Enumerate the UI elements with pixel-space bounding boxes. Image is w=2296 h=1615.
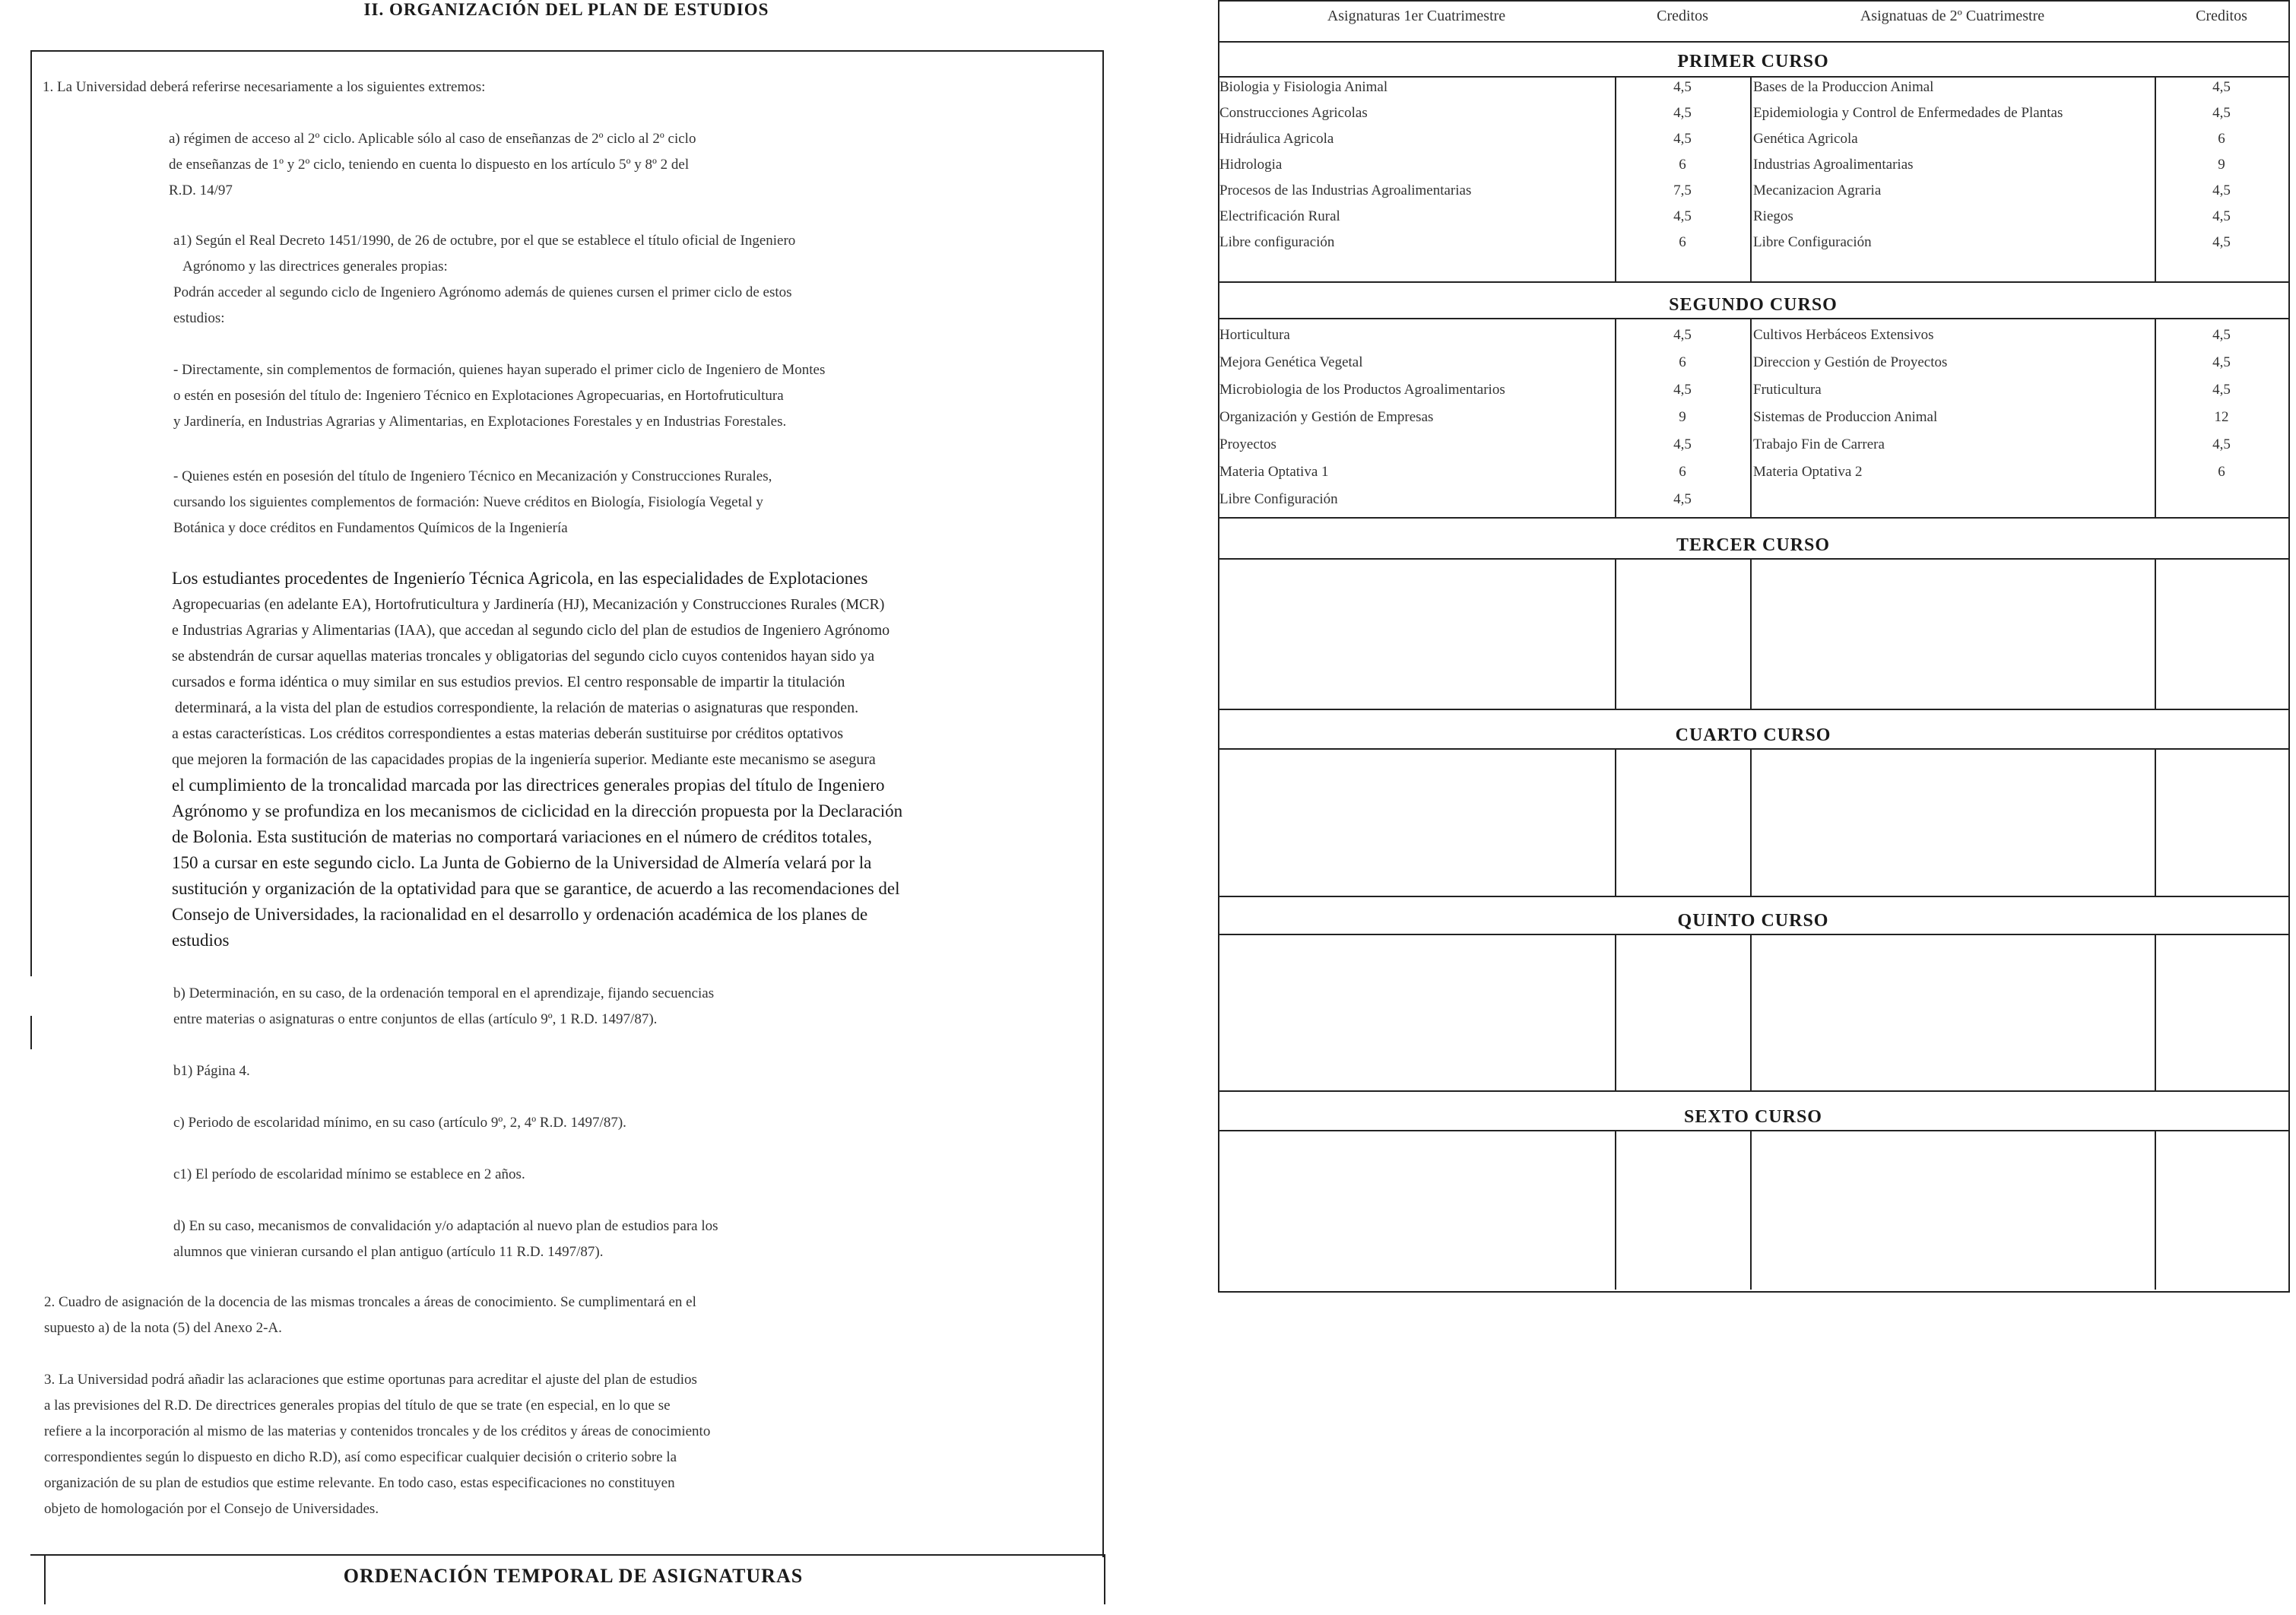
- column-divider: [1750, 934, 1752, 1090]
- item-c1: c1) El período de escolaridad mínimo se establece en 2 años.: [173, 1166, 525, 1182]
- subject-2nd-term: Bases de la Produccion Animal: [1753, 79, 1934, 95]
- row-divider: [1218, 517, 2288, 519]
- subject-2nd-term: Industrias Agroalimentarias: [1753, 157, 1914, 173]
- long-paragraph-line: e Industrias Agrarias y Alimentarias (IAA), que accedan al segundo ciclo del plan de estudios de Ingeniero Agrónomo: [172, 622, 890, 639]
- column-divider: [1615, 934, 1616, 1090]
- paragraph-3-line: organización de su plan de estudios que estime relevante. En todo caso, estas especificaciones no constituyen: [44, 1475, 675, 1491]
- subject-1st-term: Proyectos: [1219, 436, 1276, 452]
- subject-2nd-term: Riegos: [1753, 208, 1793, 224]
- row-divider: [1218, 934, 2288, 935]
- header-cell-subjects-2: Asignatuas de 2º Cuatrimestre: [1860, 8, 2045, 24]
- course-table: [1218, 0, 2288, 1291]
- item-direct-line: o estén en posesión del título de: Ingeniero Técnico en Explotaciones Agropecuarias, en Hortofruticultura: [173, 388, 784, 404]
- subject-1st-term: Biologia y Fisiologia Animal: [1219, 79, 1388, 95]
- column-divider: [1615, 748, 1616, 896]
- item-a-line: R.D. 14/97: [169, 182, 233, 198]
- subject-2nd-term: Sistemas de Produccion Animal: [1753, 409, 1938, 425]
- item-direct-line: - Directamente, sin complementos de formación, quienes hayan superado el primer ciclo de Ingeniero de Montes: [173, 362, 826, 378]
- item-d-line: alumnos que vinieran cursando el plan antiguo (artículo 11 R.D. 1497/87).: [173, 1244, 604, 1260]
- subject-1st-term: Libre configuración: [1219, 234, 1335, 250]
- column-divider: [1615, 558, 1616, 709]
- paragraph-3-line: a las previsiones del R.D. De directrices generales propias del título de que se trate (en especial, en lo que se: [44, 1398, 671, 1414]
- credits-1st-term: 4,5: [1673, 79, 1692, 95]
- row-divider: [1218, 318, 2288, 319]
- paragraph-1: 1. La Universidad deberá referirse necesariamente a los siguientes extremos:: [43, 79, 486, 95]
- paragraph-2-line: 2. Cuadro de asignación de la docencia de las mismas troncales a áreas de conocimiento. Se cumplimentará en el: [44, 1294, 696, 1310]
- item-quienes-line: cursando los siguientes complementos de formación: Nueve créditos en Biología, Fisiología Vegetal y: [173, 494, 763, 510]
- course-title: SEGUNDO CURSO: [1669, 295, 1838, 315]
- column-divider: [1750, 318, 1752, 517]
- long-paragraph-line: Los estudiantes procedentes de Ingenierío Técnica Agricola, en las especialidades de Explotaciones: [172, 569, 868, 588]
- credits-1st-term: 6: [1679, 157, 1686, 173]
- column-divider: [2155, 934, 2156, 1090]
- credits-1st-term: 7,5: [1673, 182, 1692, 198]
- item-b1: b1) Página 4.: [173, 1063, 250, 1079]
- long-paragraph-line: cursados e forma idéntica o muy similar en sus estudios previos. El centro responsable de impartir la titulación: [172, 674, 845, 690]
- course-title: QUINTO CURSO: [1677, 911, 1829, 931]
- credits-2nd-term: 4,5: [2212, 354, 2231, 370]
- row-divider: [1218, 709, 2288, 710]
- long-paragraph-line: Agropecuarias (en adelante EA), Hortofruticultura y Jardinería (HJ), Mecanización y Construcciones Rurales (MCR): [172, 596, 885, 613]
- column-divider: [2155, 558, 2156, 709]
- row-divider: [1218, 558, 2288, 560]
- item-a-line: a) régimen de acceso al 2º ciclo. Aplicable sólo al caso de enseñanzas de 2º ciclo al 2º ciclo: [169, 131, 696, 147]
- course-title: CUARTO CURSO: [1675, 725, 1831, 745]
- header-cell-credits-1: Creditos: [1657, 8, 1708, 24]
- credits-2nd-term: 4,5: [2212, 382, 2231, 398]
- subject-1st-term: Hidrologia: [1219, 157, 1283, 173]
- subject-1st-term: Hidráulica Agricola: [1219, 131, 1334, 147]
- frame-left-edge: [30, 1016, 32, 1049]
- row-divider: [1218, 1130, 2288, 1131]
- long-paragraph-line: se abstendrán de cursar aquellas materias troncales y obligatorias del segundo ciclo cuyos contenidos hayan sido ya: [172, 648, 875, 665]
- subject-2nd-term: Genética Agricola: [1753, 131, 1858, 147]
- credits-1st-term: 4,5: [1673, 131, 1692, 147]
- row-divider: [1218, 41, 2288, 43]
- item-a1-line: Podrán acceder al segundo ciclo de Ingeniero Agrónomo además de quienes cursen el primer ciclo de estos: [173, 284, 792, 300]
- credits-1st-term: 4,5: [1673, 382, 1692, 398]
- subject-1st-term: Horticultura: [1219, 327, 1290, 343]
- long-paragraph-line: el cumplimiento de la troncalidad marcada por las directrices generales propias del título de Ingeniero: [172, 776, 885, 795]
- item-quienes-line: Botánica y doce créditos en Fundamentos Químicos de la Ingeniería: [173, 520, 568, 536]
- column-divider: [2155, 1130, 2156, 1290]
- column-divider: [1750, 558, 1752, 709]
- column-divider: [1750, 76, 1752, 281]
- long-paragraph-line: a estas características. Los créditos correspondientes a estas materias deberán sustituirse por créditos optativos: [172, 725, 844, 742]
- credits-1st-term: 6: [1679, 464, 1686, 480]
- subject-2nd-term: Libre Configuración: [1753, 234, 1872, 250]
- header-cell-credits-2: Creditos: [2196, 8, 2247, 24]
- subject-1st-term: Organización y Gestión de Empresas: [1219, 409, 1434, 425]
- credits-1st-term: 4,5: [1673, 327, 1692, 343]
- subject-1st-term: Microbiologia de los Productos Agroalimentarios: [1219, 382, 1505, 398]
- item-b-line: b) Determinación, en su caso, de la ordenación temporal en el aprendizaje, fijando secuencias: [173, 985, 715, 1001]
- credits-1st-term: 4,5: [1673, 105, 1692, 121]
- row-divider: [1218, 281, 2288, 283]
- subject-1st-term: Libre Configuración: [1219, 491, 1338, 507]
- header-cell-subjects-1: Asignaturas 1er Cuatrimestre: [1327, 8, 1506, 24]
- paragraph-3-line: 3. La Universidad podrá añadir las aclaraciones que estime oportunas para acreditar el ajuste del plan de estudios: [44, 1372, 697, 1388]
- long-paragraph-line: determinará, a la vista del plan de estudios correspondiente, la relación de materias o asignaturas que responden.: [175, 700, 859, 716]
- subject-2nd-term: Mecanizacion Agraria: [1753, 182, 1882, 198]
- long-paragraph-line: Agrónomo y se profundiza en los mecanismos de ciclicidad en la dirección propuesta por la Declaración: [172, 801, 903, 820]
- row-divider: [1218, 1090, 2288, 1092]
- long-paragraph-line: estudios: [172, 931, 230, 950]
- column-divider: [1750, 748, 1752, 896]
- credits-1st-term: 6: [1679, 354, 1686, 370]
- subject-1st-term: Electrificación Rural: [1219, 208, 1340, 224]
- item-b-line: entre materias o asignaturas o entre conjuntos de ellas (artículo 9º, 1 R.D. 1497/87).: [173, 1011, 658, 1027]
- subject-1st-term: Materia Optativa 1: [1219, 464, 1329, 480]
- credits-1st-term: 4,5: [1673, 208, 1692, 224]
- subject-1st-term: Construcciones Agricolas: [1219, 105, 1368, 121]
- paragraph-3-line: refiere a la incorporación al mismo de las materias y contenidos troncales y de los créditos y áreas de conocimiento: [44, 1423, 711, 1439]
- column-divider: [2155, 748, 2156, 896]
- paragraph-2-line: supuesto a) de la nota (5) del Anexo 2-A.: [44, 1320, 282, 1336]
- course-title: TERCER CURSO: [1676, 535, 1831, 555]
- item-a1-line: estudios:: [173, 310, 225, 326]
- subject-2nd-term: Epidemiologia y Control de Enfermedades de Plantas: [1753, 105, 2063, 121]
- subject-2nd-term: Direccion y Gestión de Proyectos: [1753, 354, 1948, 370]
- credits-2nd-term: 9: [2218, 157, 2225, 173]
- credits-1st-term: 4,5: [1673, 491, 1692, 507]
- credits-1st-term: 9: [1679, 409, 1686, 425]
- page-title: II. ORGANIZACIÓN DEL PLAN DE ESTUDIOS: [363, 0, 769, 19]
- subject-2nd-term: Cultivos Herbáceos Extensivos: [1753, 327, 1934, 343]
- subject-2nd-term: Trabajo Fin de Carrera: [1753, 436, 1885, 452]
- item-direct-line: y Jardinería, en Industrias Agrarias y Alimentarias, en Explotaciones Forestales y en Industrias Forestales.: [173, 414, 787, 430]
- credits-2nd-term: 6: [2218, 131, 2225, 147]
- subject-2nd-term: Materia Optativa 2: [1753, 464, 1863, 480]
- credits-2nd-term: 4,5: [2212, 234, 2231, 250]
- paragraph-3-line: objeto de homologación por el Consejo de Universidades.: [44, 1501, 379, 1517]
- credits-2nd-term: 12: [2214, 409, 2229, 425]
- row-divider: [1218, 76, 2288, 78]
- credits-2nd-term: 4,5: [2212, 79, 2231, 95]
- item-c: c) Periodo de escolaridad mínimo, en su caso (artículo 9º, 2, 4º R.D. 1497/87).: [173, 1115, 626, 1131]
- paragraph-3-line: correspondientes según lo dispuesto en dicho R.D), así como especificar cualquier decisión o criterio sobre la: [44, 1449, 677, 1465]
- credits-2nd-term: 4,5: [2212, 182, 2231, 198]
- credits-2nd-term: 4,5: [2212, 327, 2231, 343]
- item-d-line: d) En su caso, mecanismos de convalidación y/o adaptación al nuevo plan de estudios para los: [173, 1218, 718, 1234]
- subject-1st-term: Procesos de las Industrias Agroalimentarias: [1219, 182, 1472, 198]
- row-divider: [1218, 896, 2288, 897]
- column-divider: [1615, 1130, 1616, 1290]
- long-paragraph-line: que mejoren la formación de las capacidades propias de la ingeniería superior. Mediante este mecanismo se asegura: [172, 751, 876, 768]
- long-paragraph-line: de Bolonia. Esta sustitución de materias no comportará variaciones en el número de créditos totales,: [172, 827, 872, 846]
- column-divider: [1750, 1130, 1752, 1290]
- course-title: SEXTO CURSO: [1684, 1107, 1822, 1127]
- credits-2nd-term: 4,5: [2212, 436, 2231, 452]
- subject-1st-term: Mejora Genética Vegetal: [1219, 354, 1363, 370]
- row-divider: [1218, 748, 2288, 750]
- item-a1-line: Agrónomo y las directrices generales propias:: [182, 259, 448, 274]
- frame-left-edge: [30, 50, 32, 976]
- item-a-line: de enseñanzas de 1º y 2º ciclo, teniendo en cuenta lo dispuesto en los artículo 5º y 8º 2 del: [169, 157, 690, 173]
- course-title: PRIMER CURSO: [1677, 52, 1829, 71]
- item-a1-line: a1) Según el Real Decreto 1451/1990, de 26 de octubre, por el que se establece el título oficial de Ingeniero: [173, 233, 796, 249]
- footer-title: ORDENACIÓN TEMPORAL DE ASIGNATURAS: [343, 1565, 804, 1587]
- long-paragraph-line: sustitución y organización de la optatividad para que se garantice, de acuerdo a las recomendaciones del: [172, 879, 900, 898]
- item-quienes-line: - Quienes estén en posesión del título de Ingeniero Técnico en Mecanización y Construcciones Rurales,: [173, 468, 772, 484]
- credits-2nd-term: 6: [2218, 464, 2225, 480]
- long-paragraph-line: 150 a cursar en este segundo ciclo. La Junta de Gobierno de la Universidad de Almería velará por la: [172, 853, 872, 872]
- credits-1st-term: 4,5: [1673, 436, 1692, 452]
- long-paragraph-line: Consejo de Universidades, la racionalidad en el desarrollo y ordenación académica de los planes de: [172, 905, 868, 924]
- credits-2nd-term: 4,5: [2212, 105, 2231, 121]
- credits-1st-term: 6: [1679, 234, 1686, 250]
- credits-2nd-term: 4,5: [2212, 208, 2231, 224]
- subject-2nd-term: Fruticultura: [1753, 382, 1822, 398]
